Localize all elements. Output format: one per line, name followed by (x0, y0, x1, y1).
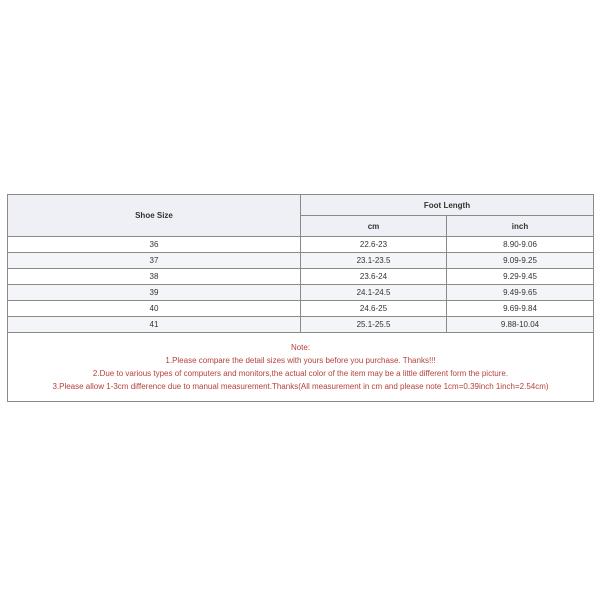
note-line-1: 1.Please compare the detail sizes with yours before you purchase. Thanks!!! (165, 356, 436, 365)
table-row (8, 253, 594, 269)
cell-inch: 9.69-9.84 (447, 301, 594, 317)
cell-cm: 25.1-25.5 (301, 317, 447, 333)
table-row (8, 285, 594, 301)
note-title: Note: (290, 343, 311, 352)
cell-size: 41 (8, 317, 301, 333)
cell-cm: 22.6-23 (301, 237, 447, 253)
header-inch: inch (447, 216, 594, 237)
cell-size: 38 (8, 269, 301, 285)
size-chart-table (7, 194, 594, 402)
cell-size: 40 (8, 301, 301, 317)
table-row (8, 269, 594, 285)
note-line-2: 2.Due to various types of computers and monitors,the actual color of the item may be a little different form the picture. (92, 369, 509, 378)
note-line-3: 3.Please allow 1-3cm difference due to manual measurement.Thanks(All measurement in cm and please note 1cm=0.39inch 1inch=2.54cm) (52, 382, 549, 391)
cell-cm: 23.6-24 (301, 269, 447, 285)
cell-inch: 9.88-10.04 (447, 317, 594, 333)
cell-inch: 9.49-9.65 (447, 285, 594, 301)
table-row (8, 237, 594, 253)
header-shoe-size: Shoe Size (8, 195, 301, 237)
cell-inch: 9.09-9.25 (447, 253, 594, 269)
cell-size: 37 (8, 253, 301, 269)
cell-cm: 24.6-25 (301, 301, 447, 317)
table-row (8, 317, 594, 333)
cell-size: 39 (8, 285, 301, 301)
cell-cm: 24.1-24.5 (301, 285, 447, 301)
header-cm: cm (301, 216, 447, 237)
cell-size: 36 (8, 237, 301, 253)
notes-block (8, 333, 594, 402)
header-foot-length: Foot Length (301, 195, 594, 216)
cell-inch: 9.29-9.45 (447, 269, 594, 285)
cell-inch: 8.90-9.06 (447, 237, 594, 253)
cell-cm: 23.1-23.5 (301, 253, 447, 269)
table-row (8, 301, 594, 317)
